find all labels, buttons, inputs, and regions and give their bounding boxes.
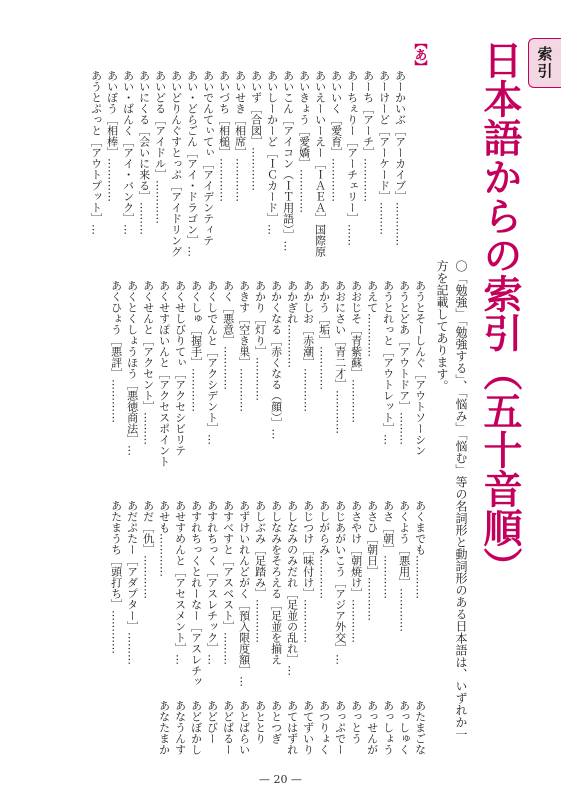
index-entry (124, 500, 140, 690)
entry-term: あっぷでー (333, 700, 347, 755)
index-entry (120, 70, 136, 260)
entry-term: あどぼかし (189, 700, 203, 755)
entry-term: あーちぇりー［アーチェリー］…… (345, 70, 359, 246)
index-entry (268, 500, 284, 690)
entry-term: あたまごな (413, 700, 427, 755)
page-title: 日本語からの索引（五十音順） (477, 40, 522, 586)
entry-term: あきす［空き巣］………… (237, 280, 251, 412)
entry-term: あうとれっと［アウトレット］… (381, 280, 395, 445)
index-entry (344, 70, 360, 260)
index-entry (332, 500, 348, 690)
index-entry (156, 500, 172, 690)
entry-term: あくとくしょうほう［悪徳商法］… (125, 280, 139, 456)
entry-term: あい・どらごん［アイ・ドラゴン］… (185, 70, 199, 257)
index-entry (236, 700, 252, 756)
entry-term: あく［悪意］………… (221, 280, 235, 390)
index-entry (124, 280, 140, 470)
entry-term: あなたまか (157, 700, 171, 755)
index-entry (364, 500, 380, 690)
index-entry (264, 70, 280, 260)
index-entry (316, 280, 332, 470)
entry-term: あっとう (349, 700, 363, 744)
index-entry (296, 70, 312, 260)
entry-term: あしなみをそろえる［足並を揃え (269, 500, 283, 665)
index-tab[interactable]: 索引 (528, 38, 561, 88)
entry-term: あーち［アーチ］………… (361, 70, 375, 202)
index-entry (168, 70, 184, 260)
entry-term: あいせき［相席］………… (233, 70, 247, 202)
entry-term: あかう［垢］………… (317, 280, 331, 390)
entry-term: あいぼう［相棒］………… (105, 70, 119, 202)
entry-term: あじつけ［味付け］………… (301, 500, 315, 643)
index-entry (380, 280, 396, 470)
index-entry (220, 700, 236, 756)
section-heading: 【あ】 (411, 36, 427, 72)
index-entry (316, 700, 332, 756)
index-entry (172, 280, 188, 470)
entry-term: あくよう［悪用］………… (397, 500, 411, 632)
index-entry (312, 70, 328, 260)
entry-term: あさやけ［朝焼け］………… (349, 500, 363, 643)
entry-term: あーけーど［アーケード］……… (377, 70, 391, 235)
index-entry (172, 700, 188, 756)
entry-term: あしがらみ………… (317, 500, 331, 599)
entry-term: あくしでんと［アクシデント］… (205, 280, 219, 445)
entry-term: あくまでも………… (413, 500, 427, 599)
entry-term: あなうんす (173, 700, 187, 755)
index-columns (28, 36, 428, 760)
entry-term: あさひ［朝日］………… (365, 500, 379, 621)
index-entry (232, 70, 248, 260)
index-entry (332, 700, 348, 756)
index-entry (348, 280, 364, 470)
index-entry (236, 280, 252, 470)
index-entry (284, 280, 300, 470)
entry-term: あせも………… (157, 500, 171, 577)
entry-term: あどばるー (221, 700, 235, 755)
entry-term: あいづち［相槌］………… (217, 70, 231, 202)
entry-term: あくせしびりてぃ［アクセシビリテ (173, 280, 187, 456)
entry-term: あだぷたー［アダプター］……… (125, 500, 139, 665)
entry-term: あくひょう［悪評］………… (109, 280, 123, 423)
entry-term: あくしゅ［握手］………… (189, 280, 203, 412)
entry-term: あせすめんと［アセスメント］… (173, 500, 187, 665)
entry-term: あい・ばんく［アイ・バンク］… (121, 70, 135, 235)
index-entry (220, 280, 236, 470)
index-entry (284, 700, 300, 756)
index-entry (156, 700, 172, 756)
entry-term: あいしーかーど［ＩＣカード］… (265, 70, 279, 235)
index-entry (108, 280, 124, 470)
index-entry (108, 500, 124, 690)
index-entry (248, 70, 264, 260)
entry-term: あいいく［愛育］………… (329, 70, 343, 202)
index-section-a (28, 36, 428, 760)
entry-term: あずけいれんどがく［預入限度額］… (237, 500, 251, 687)
index-entry (364, 280, 380, 470)
index-entry (300, 700, 316, 756)
index-entry (252, 280, 268, 470)
entry-term: あととり (253, 700, 267, 744)
entry-term: あーかいぶ［アーカイブ］………… (393, 70, 407, 246)
entry-term: あおにさい［青二才］………… (333, 280, 347, 434)
entry-term: あとつぎ (269, 700, 283, 744)
entry-term: あてはずれ (285, 700, 299, 755)
index-entry (204, 500, 220, 690)
index-entry (220, 500, 236, 690)
index-entry (380, 500, 396, 690)
entry-term: あおじそ［青紫蘇］………… (349, 280, 363, 423)
index-entry (140, 280, 156, 470)
entry-term: あうとぷっと［アウトプット］… (89, 70, 103, 235)
index-entry (300, 500, 316, 690)
entry-term: あくせすぽいんと［アクセスポイント (157, 280, 171, 467)
index-entry (252, 500, 268, 690)
index-entry (188, 700, 204, 756)
entry-term: あっせんが (365, 700, 379, 755)
index-entry (412, 500, 428, 690)
index-entry (252, 700, 268, 756)
entry-term: あいでんてぃてぃ［アイデンティテ (201, 70, 215, 246)
entry-term: あいどる［アイドル］………… (153, 70, 167, 224)
entry-term: あいず［合図］………… (249, 70, 263, 191)
index-entry (172, 500, 188, 690)
index-entry (396, 500, 412, 690)
index-entry (136, 70, 152, 260)
index-entry (152, 70, 168, 260)
entry-term: あいこん［アイコン（ＩＴ用語）］… (281, 70, 295, 252)
entry-term: あいどりんぐすとっぷ［アイドリング (169, 70, 183, 257)
entry-term: あてずいり (301, 700, 315, 755)
entry-term: あっしゅく (397, 700, 411, 755)
entry-term: あくせんと［アクセント］……… (141, 280, 155, 445)
index-entry (268, 280, 284, 470)
index-entry (268, 700, 284, 756)
index-entry (316, 500, 332, 690)
entry-term: あかり［灯り］………… (253, 280, 267, 401)
entry-term: あすれちっく［アスレチック］… (205, 500, 219, 665)
index-entry (412, 700, 428, 756)
entry-term: あかぎれ………… (285, 280, 299, 368)
entry-term: あすれちっくとれーなー［アスレチッ (189, 500, 203, 687)
entry-term: あいにくる［会いに来る］……… (137, 70, 151, 235)
entry-term: あいえーいーえー［ＩＡＥＡ］国際原 (313, 70, 327, 257)
index-entry (104, 70, 120, 260)
index-entry (412, 280, 428, 470)
entry-term: あどびー (205, 700, 219, 744)
index-entry (364, 700, 380, 756)
entry-term: あしぶみ［足踏み］………… (253, 500, 267, 643)
index-entry (236, 500, 252, 690)
entry-term: あえて………… (365, 280, 379, 357)
index-entry (204, 280, 220, 470)
entry-term: あうとそーしんぐ［アウトソーシン (413, 280, 427, 456)
index-entry (396, 280, 412, 470)
entry-term: あうとどあ［アウトドア］……… (397, 280, 411, 445)
index-entry (360, 70, 376, 260)
index-entry (348, 700, 364, 756)
entry-term: あたまうち［頭打ち］………… (109, 500, 123, 654)
entry-term: あいきょう［愛嬌］………… (297, 70, 311, 213)
entry-term: あさ［朝］………… (381, 500, 395, 599)
entry-term: あだ［仇］………… (141, 500, 155, 599)
index-entry (284, 500, 300, 690)
entry-term: あとばらい (237, 700, 251, 755)
index-entry (300, 280, 316, 470)
entry-term: あすべすと［アスベスト］……… (221, 500, 235, 665)
index-entry (88, 70, 104, 260)
entry-term: あつりょく (317, 700, 331, 755)
entry-term: あかくなる［赤くなる（顔）］… (269, 280, 283, 440)
entry-term: あじあがいこう［アジア外交］… (333, 500, 347, 665)
index-entry (376, 70, 392, 260)
index-entry (200, 70, 216, 260)
index-entry (204, 700, 220, 756)
index-entry (188, 280, 204, 470)
index-entry (328, 70, 344, 260)
index-entry (280, 70, 296, 260)
index-entry (392, 70, 408, 260)
index-entry (396, 700, 412, 756)
index-entry (216, 70, 232, 260)
index-entry (348, 500, 364, 690)
page-number: — 20 — (259, 773, 302, 786)
index-entry (380, 700, 396, 756)
index-entry (332, 280, 348, 470)
entry-term: あっしょう (381, 700, 395, 755)
entry-term: あしなみのみだれ［足並の乱れ］… (285, 500, 299, 676)
intro-note: 〇「勉強」「勉強する」、「悩み」「悩む」等の名詞形と動詞形のある日本語は、いずれか一方を記載してあります。 (435, 260, 468, 740)
index-entry (156, 280, 172, 470)
index-entry (188, 500, 204, 690)
index-entry (184, 70, 200, 260)
index-entry (140, 500, 156, 690)
entry-term: あかしお［赤潮］………… (301, 280, 315, 412)
